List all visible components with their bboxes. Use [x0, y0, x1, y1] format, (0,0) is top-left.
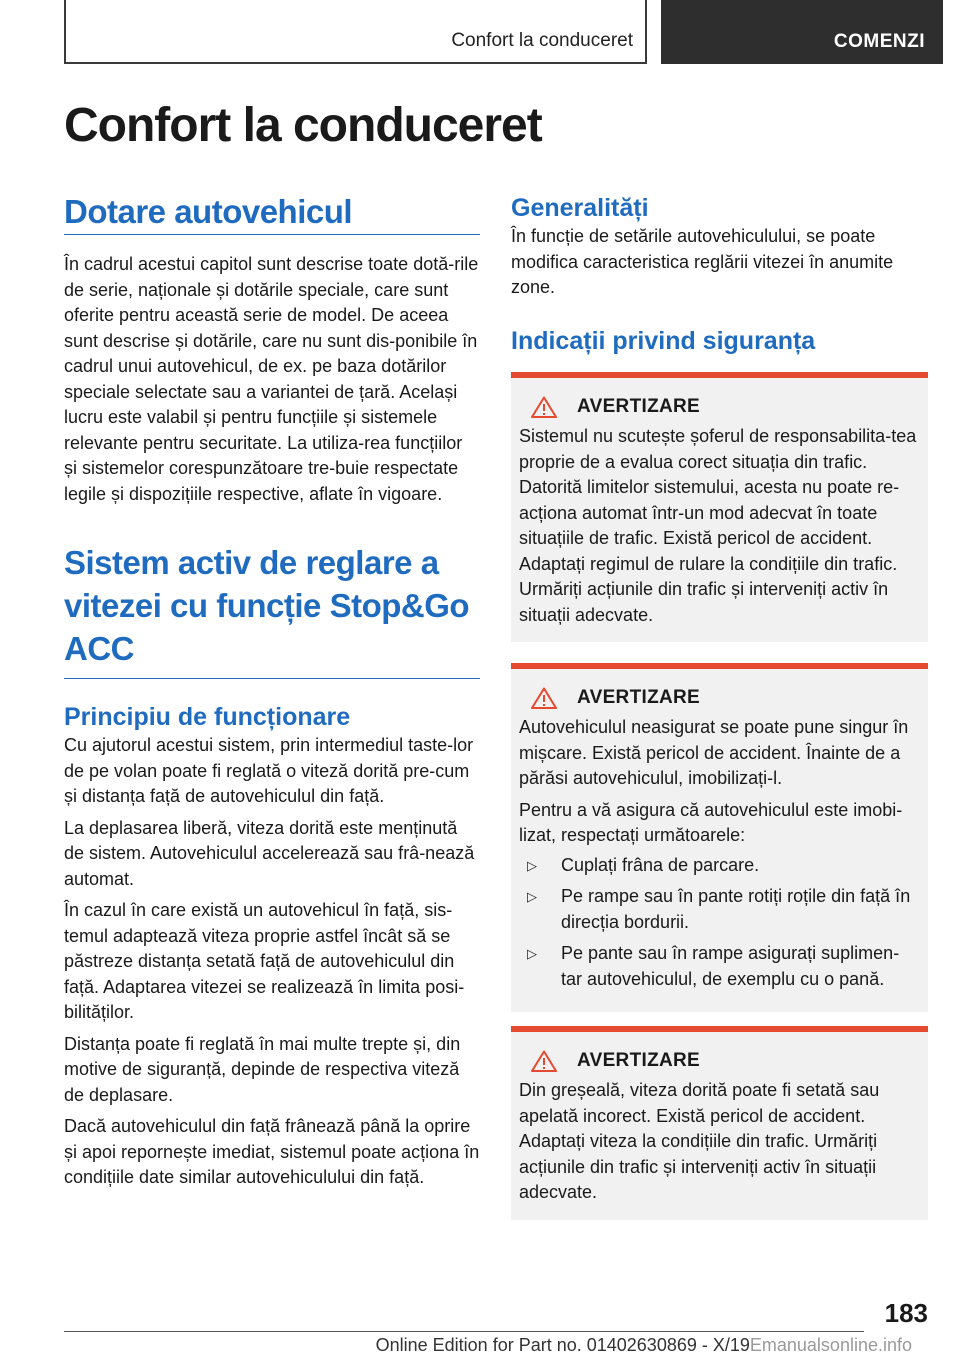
footer-watermark: Emanualsonline.info	[749, 1335, 912, 1355]
triangle-right-outline-icon: ▷	[527, 889, 537, 904]
equipment-heading-rule	[64, 234, 480, 235]
header-chapter-title: COMENZI	[833, 31, 925, 52]
page-title: Confort la conduceret	[64, 99, 542, 152]
warning-text: Autovehiculul neasigurat se poate pune singur în mișcare. Există pericol de accident. Înainte de a părăsi autovehiculul, imobilizați-l.	[519, 717, 909, 788]
left-column	[64, 190, 480, 1191]
footer-edition	[376, 1335, 912, 1356]
principle-heading: Principiu de funcționare	[64, 703, 351, 731]
warning-text: Sistemul nu scutește șoferul de responsabilita-tea proprie de a evalua corect situația din trafic. Datorită limitelor sistemului, acesta nu poate re-acționa automat într-un mod adecvat în toate situațiile de trafic. Există pericol de accident. Adaptați regimul de rulare la condițiile din trafic. Urmăriți acțiunile din trafic și interveniți activ în situații adecvate.	[519, 426, 917, 625]
warning-triangle-icon	[531, 396, 557, 418]
principle-paragraph: Cu ajutorul acestui sistem, prin intermediul taste-lor de pe volan poate fi reglată o viteză dorită pre-cum și distanța față de autovehiculul din față.	[64, 735, 474, 806]
header-chapter-tab	[661, 0, 943, 64]
warning-header	[519, 1050, 920, 1072]
warning-title: AVERTIZARE	[577, 396, 700, 417]
list-item	[519, 853, 920, 879]
principle-paragraph: La deplasarea liberă, viteza dorită este menținută de sistem. Autovehiculul accelerează sau frâ-nează automat.	[64, 817, 475, 889]
list-item-text: Cuplați frâna de parcare.	[561, 854, 760, 875]
warning-text: Din greșeală, viteza dorită poate fi setată sau apelată incorect. Există pericol de accident. Adaptați viteza la condițiile din trafic. Urmăriți acțiunile din trafic și interveniți activ în situații adecvate.	[519, 1080, 880, 1202]
warning-text: Pentru a vă asigura că autovehiculul este imobi-lizat, respectați următoarele:	[519, 799, 903, 845]
right-column	[511, 190, 928, 357]
list-item-text: Pe pante sau în rampe asigurați suplimen-tar autovehiculul, de exemplu cu o pană.	[561, 943, 900, 989]
header-section-title: Confort la conduceret	[451, 30, 633, 51]
acc-heading-rule	[64, 678, 480, 679]
principle-paragraph: În cazul în care există un autovehicul în față, sis-temul adaptează viteza proprie astfel încât să se păstreze distanța setată față de autovehiculul din față. Adaptarea vitezei se realizează în limita posi-bilităților.	[64, 900, 465, 1022]
equipment-text: În cadrul acestui capitol sunt descrise toate dotă-rile de serie, naționale și dotările speciale, care sunt oferite pentru această serie de model. De aceea sunt descrise și dotările, care nu sunt dis-ponibile în cadrul unui autovehicul, de ex. pe baza dotărilor speciale selectate sau a variantei de țară. Același lucru este valabil și pentru funcțiile și sistemele relevante pentru securitate. La utiliza-rea funcțiilor și sistemelor corespunzătoare tre-buie respectate legile și dispozițiile respective, aflate în vigoare.	[64, 254, 479, 504]
warning-title: AVERTIZARE	[577, 687, 700, 708]
warning-box	[511, 663, 928, 1012]
principle-paragraph: Distanța poate fi reglată în mai multe trepte și, din motive de siguranță, depinde de respectiva viteză de deplasare.	[64, 1033, 461, 1105]
list-item-text: Pe rampe sau în pante rotiți roțile din față în direcția bordurii.	[561, 886, 911, 932]
footer-edition-text: Online Edition for Part no. 01402630869 - X/19	[375, 1335, 750, 1355]
acc-heading: Sistem activ de reglare a vitezei cu funcție Stop&Go ACC	[64, 544, 470, 667]
warning-triangle-icon	[531, 1050, 557, 1072]
warning-box	[511, 372, 928, 642]
warning-box	[511, 1026, 928, 1220]
list-item	[519, 941, 920, 992]
warning-header	[519, 396, 920, 418]
page-number: 183	[884, 1298, 928, 1328]
equipment-heading: Dotare autovehicul	[64, 193, 353, 230]
warning-bullet-list	[519, 853, 920, 993]
safety-heading: Indicații privind siguranța	[511, 326, 816, 355]
general-heading: Generalități	[511, 194, 649, 222]
footer-rule	[64, 1331, 864, 1332]
triangle-right-outline-icon: ▷	[527, 946, 537, 961]
warning-header	[519, 687, 920, 709]
general-text: În funcție de setările autovehiculului, se poate modifica caracteristica reglării vitezei în anumite zone.	[511, 226, 894, 297]
triangle-right-outline-icon: ▷	[527, 857, 537, 873]
warning-title: AVERTIZARE	[577, 1050, 700, 1071]
header-section-tab	[64, 0, 647, 64]
principle-paragraph: Dacă autovehiculul din față frânează până la oprire și apoi repornește imediat, sistemul poate acționa în condițiile date similar autovehiculului din față.	[64, 1116, 480, 1187]
warning-triangle-icon	[531, 687, 557, 709]
list-item	[519, 884, 920, 935]
